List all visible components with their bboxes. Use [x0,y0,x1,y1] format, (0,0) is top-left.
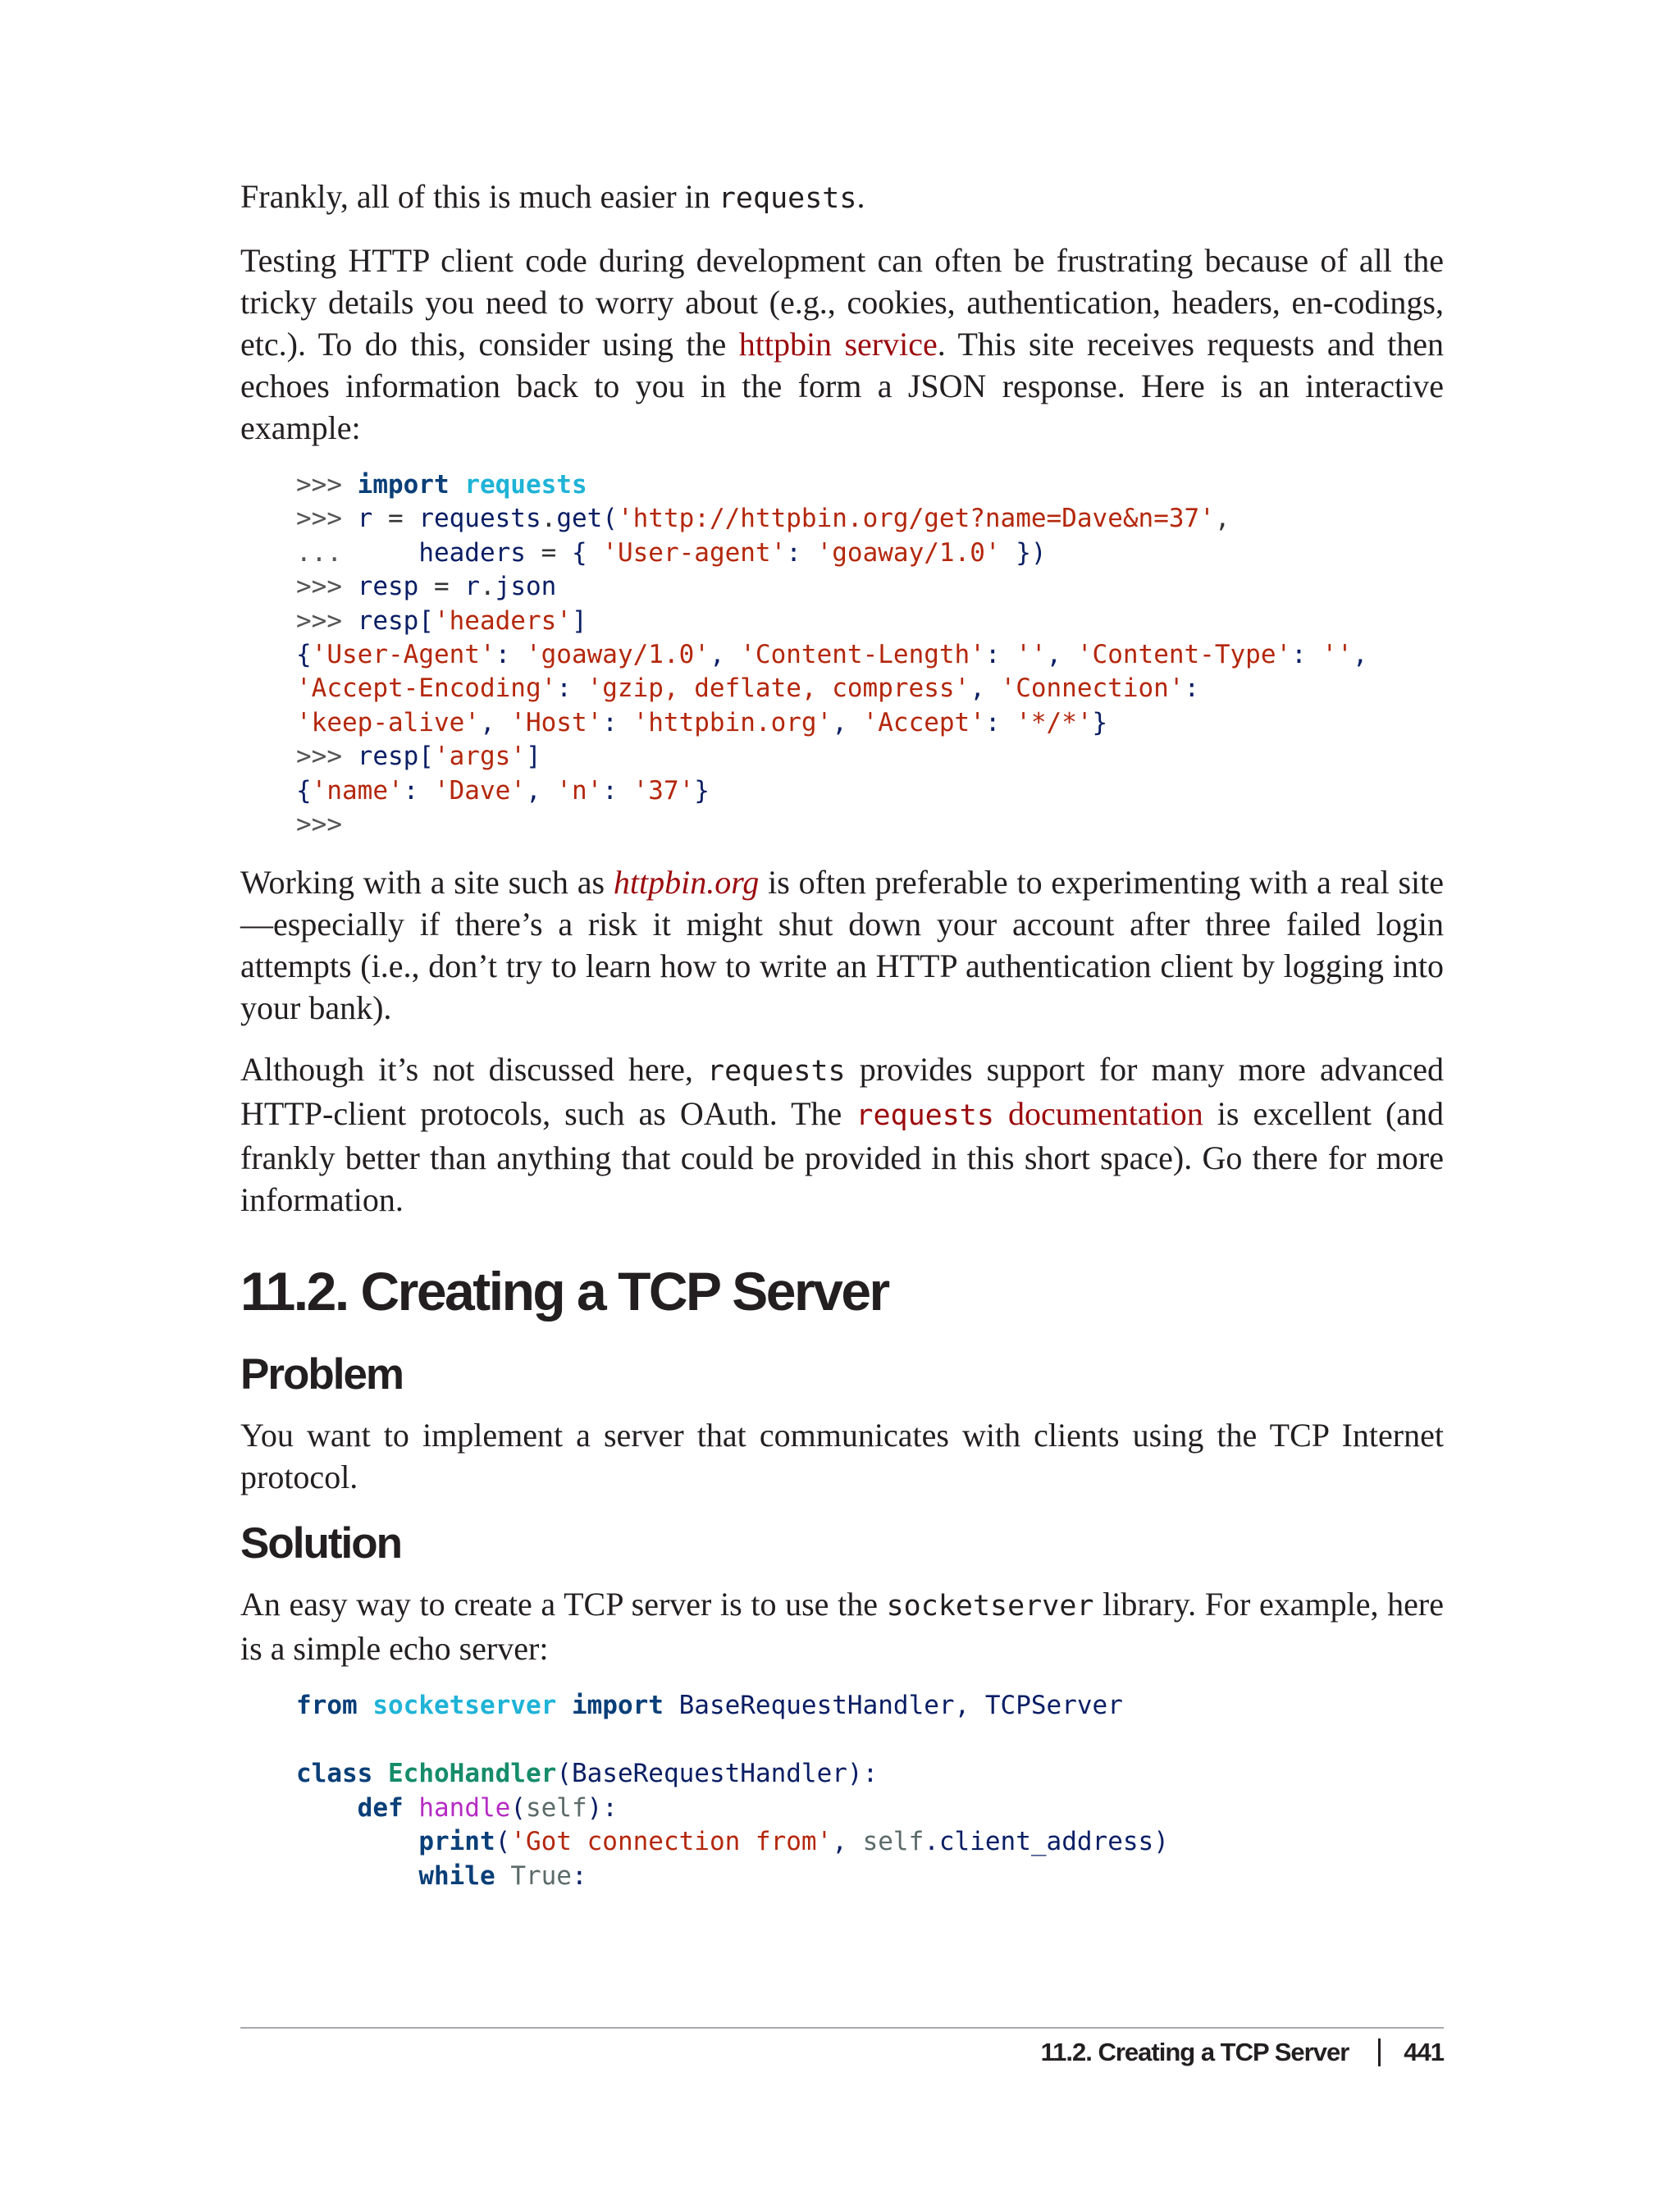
code-token: 'User-agent' [602,537,787,568]
code-token: . [541,504,557,534]
code-token: 'Host' [510,707,603,737]
httpbin-org-link[interactable]: httpbin.org [613,864,760,902]
link-text: documentation [993,1095,1203,1133]
code-token: resp[ [357,605,434,636]
paragraph-text: is excellent (and frankly better than anything that could be provided in this short space). Go there for more information. [240,1095,1445,1219]
page-footer [1041,2038,1444,2067]
paragraph-text: An easy way to create a TCP server is to use the [240,1586,887,1623]
code-token: headers [418,537,541,568]
code-token: ): [587,1792,618,1823]
requests-documentation-link[interactable] [856,1095,1203,1132]
paragraph-text: is often preferable to experimenting with a real site—especially if there’s a risk it might shut down your account after three failed login attempts (i.e., don’t try to learn how to write an HTTP authentication client by logging into your bank). [240,864,1444,1027]
paragraph-text: . This site receives requests and then echoes information back to you in the form a JSON response. Here is an interactive example: [240,326,1444,446]
code-token: self [525,1792,587,1823]
code-line [296,1793,618,1823]
code-token: : [984,640,1016,670]
code-line [296,538,1047,568]
code-token: 'n' [556,775,603,806]
code-token: ( [495,1827,511,1857]
code-line [296,1759,878,1788]
paragraph-intro [240,176,1444,220]
paragraph-httpbin [240,240,1444,449]
code-token: (BaseRequestHandler): [556,1759,879,1789]
paragraph-text: . [856,178,865,215]
paragraph-text: Testing HTTP client code during development can often be frustrating because of all the tricky details you need to worry about (e.g., cookies, authentication, headers, en-codings, etc.). To do this, consider using the [240,242,1444,363]
code-token: , [832,707,863,737]
paragraph-text: Frankly, all of this is much easier in [240,178,719,215]
code-token: , [525,775,557,806]
code-token: get( [556,504,618,534]
code-line [296,810,342,839]
code-token: . [479,572,495,602]
code-token: : [602,707,633,737]
code-token: : [403,775,434,806]
code-token: import [357,470,450,500]
code-token: : [1184,673,1200,704]
solution-heading: Solution [240,1519,401,1568]
inline-code: socketserver [886,1590,1094,1623]
code-token: }) [1000,537,1047,568]
code-token: class [296,1759,373,1789]
code-token: : [556,673,587,704]
code-token: , [1214,504,1230,534]
code-token: >>> [296,742,358,772]
code-token: 'args' [433,742,526,772]
code-token: >>> [296,810,342,840]
code-token: requests [403,504,541,534]
code-token [358,1691,373,1720]
footer-separator [1378,2038,1381,2066]
code-token: 'Accept-Encoding' [296,673,557,704]
code-token: 'User-Agent' [311,640,495,670]
code-token: } [1092,707,1108,737]
code-token: 'http://httpbin.org/get?name=Dave&n=37' [617,504,1215,534]
paragraph-requests-docs [240,1048,1444,1221]
code-token: True [510,1860,572,1891]
problem-heading: Problem [240,1350,404,1399]
code-token: json [495,572,557,602]
code-token: 'goaway/1.0' [525,640,710,670]
page-content [240,176,1444,1913]
code-line [296,1827,1169,1856]
code-token: : [495,640,526,670]
code-token: : [571,1860,587,1891]
code-token: : [984,707,1016,737]
code-token: 'Accept' [862,707,985,737]
code-line [296,1861,587,1891]
code-token: , [709,640,741,670]
code-token: { [296,640,312,670]
code-token: from [296,1691,358,1721]
code-block-interactive [296,468,1444,842]
code-token: >>> [296,605,358,636]
code-token: r [357,504,388,534]
code-token: 'goaway/1.0' [816,537,1001,568]
code-token: handle [418,1792,511,1823]
code-line [296,1691,1123,1720]
code-token [372,1759,388,1788]
code-token: resp[ [357,742,434,772]
code-token: requests [464,470,587,500]
code-token: print [418,1827,495,1857]
code-token: 'Dave' [433,775,526,806]
code-token: { [296,775,312,806]
code-token: , [479,707,511,737]
paragraph-text: provides support for many more advanced HTTP-client protocols, such as OAuth. The [240,1051,1445,1133]
code-token: 'name' [311,775,404,806]
code-token: >>> [296,572,358,602]
code-token: '*/*' [1016,707,1093,737]
code-token [495,1861,511,1891]
code-token: '37' [632,775,695,806]
code-token: } [694,775,710,806]
code-token: ] [571,605,587,636]
code-block-echo-server [296,1689,1444,1892]
code-token: 'httpbin.org' [632,707,833,737]
code-line [296,504,1230,533]
code-token: EchoHandler [388,1759,557,1789]
code-token: '' [1016,640,1047,670]
problem-paragraph: You want to implement a server that communicates with clients using the TCP Internet protocol. [240,1417,1444,1496]
code-token: 'Connection' [1000,673,1185,704]
code-token [296,1827,418,1856]
inline-code: requests [707,1055,846,1089]
code-token: : [602,775,633,806]
code-token: 'headers' [433,605,572,636]
paragraph-text: Working with a site such as [240,864,614,902]
code-token: { [556,537,603,568]
code-line [296,708,1107,737]
code-token: >>> [296,504,358,534]
code-token: , [832,1827,863,1857]
inline-code: requests [856,1099,994,1133]
code-token: .client_address) [924,1827,1169,1857]
code-token [296,1861,418,1891]
code-line [296,673,1199,703]
code-token: socketserver [372,1691,557,1721]
footer-divider [240,2027,1444,2029]
section-heading: 11.2. Creating a TCP Server [240,1261,888,1322]
code-token: = [433,572,450,602]
code-line [296,776,710,806]
solution-paragraph [240,1583,1444,1669]
code-token: 'keep-alive' [296,707,480,737]
code-token: : [1291,640,1322,670]
code-line [296,470,587,500]
footer-section-title: 11.2. Creating a TCP Server [1040,2038,1349,2066]
code-token [556,1691,572,1720]
code-line [296,742,541,771]
code-token: 'Content-Type' [1076,640,1292,670]
code-token: 'gzip, deflate, compress' [587,673,970,704]
code-token: ] [525,742,541,772]
paragraph-httpbin-org [240,861,1444,1029]
code-token: , [970,673,1001,704]
code-token: self [862,1827,924,1857]
code-line [296,640,1368,669]
code-line [296,572,556,601]
code-token: import [571,1691,664,1721]
code-token: '' [1322,640,1353,670]
code-token: ... [296,537,419,568]
code-token: 'Content-Length' [740,640,985,670]
code-token: BaseRequestHandler, TCPServer [663,1691,1123,1721]
code-token [296,1793,358,1823]
code-token: = [387,504,404,534]
code-token: while [418,1860,495,1891]
paragraph-text: Although it’s not discussed here, [240,1051,708,1089]
code-token: r [449,572,480,602]
inline-code: requests [718,182,857,215]
httpbin-service-link[interactable]: httpbin service [738,326,938,363]
code-token: def [357,1792,404,1823]
code-token: >>> [296,470,358,500]
code-token: , [1046,640,1077,670]
page-number: 441 [1404,2038,1444,2066]
code-token [404,1793,419,1823]
paragraph-text: library. For example, here is a simple echo server: [240,1586,1445,1668]
code-token: = [541,537,557,568]
code-token: : [786,537,817,568]
code-token: , [1352,640,1368,670]
code-token: resp [357,572,434,602]
code-token [450,470,465,500]
code-token: ( [510,1792,526,1823]
code-line [296,606,587,636]
code-token: 'Got connection from' [510,1827,833,1857]
